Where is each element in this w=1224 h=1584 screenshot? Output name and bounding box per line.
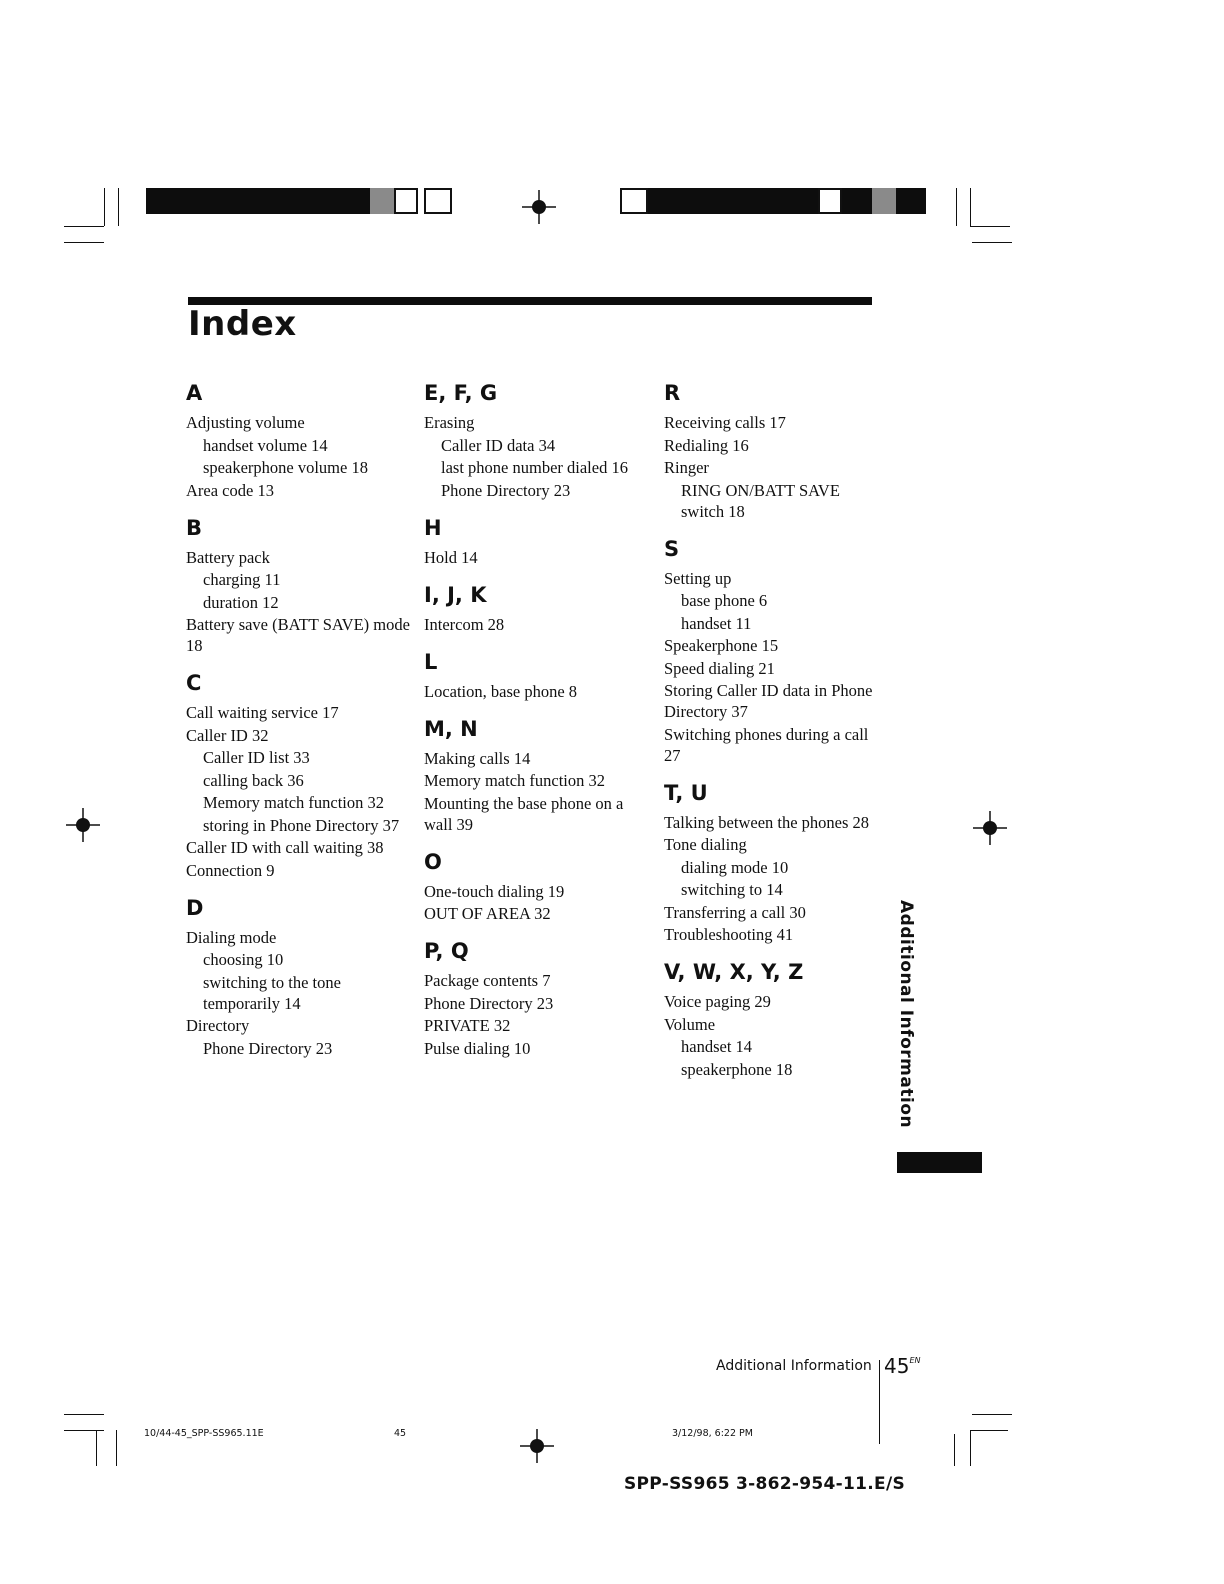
index-entry: Storing Caller ID data in Phone Directory 37 — [664, 681, 873, 721]
index-letter-heading: P, Q — [424, 939, 469, 963]
index-entry: Mounting the base phone on a wall 39 — [424, 793, 624, 834]
index-letter-heading: S — [664, 536, 680, 561]
index-entry: Erasing — [424, 413, 475, 432]
side-tab-block — [897, 1152, 982, 1173]
index-entry: Volume — [664, 1014, 716, 1034]
index-subentry: Phone Directory 23 — [203, 1038, 333, 1058]
registration-mark-icon — [522, 190, 556, 224]
index-entry: Memory match function 32 — [424, 771, 606, 790]
index-letter-heading: M, N — [424, 716, 478, 741]
index-entry: Call waiting service 17 — [186, 703, 339, 722]
index-entry: Hold 14 — [424, 547, 478, 567]
index-letter-heading: H — [424, 515, 442, 540]
index-entry: Transferring a call 30 — [664, 902, 806, 922]
index-entry: Ringer — [664, 458, 709, 477]
index-subentry: RING ON/BATT SAVE switch 18 — [681, 480, 840, 521]
index-entry: Package contents 7 — [424, 971, 551, 990]
index-entry: Voice paging 29 — [664, 992, 771, 1011]
index-section — [424, 582, 654, 635]
crop-mark — [956, 188, 957, 226]
color-bar-left — [146, 188, 370, 214]
index-subentry: last phone number dialed 16 — [441, 458, 628, 477]
index-subentry: storing in Phone Directory 37 — [203, 815, 400, 835]
registration-mark-icon — [66, 808, 100, 842]
crop-mark — [64, 1414, 104, 1415]
index-entry: One-touch dialing 19 — [424, 881, 565, 901]
index-subentry: Phone Directory 23 — [441, 480, 571, 500]
crop-mark — [64, 226, 104, 227]
color-patch — [424, 188, 452, 214]
index-section — [424, 515, 654, 568]
index-entry: Area code 13 — [186, 480, 274, 500]
color-bar-right-end — [842, 188, 872, 214]
color-patch — [620, 188, 648, 214]
index-letter-heading: B — [186, 515, 203, 540]
index-entry: Adjusting volume — [186, 413, 305, 432]
index-section — [424, 849, 654, 925]
index-subentry: switching to the tone temporarily 14 — [203, 972, 341, 1013]
crop-mark — [972, 1414, 1012, 1415]
crop-mark — [64, 242, 104, 243]
index-subentry: speakerphone volume 18 — [203, 458, 368, 477]
index-subentry: handset 11 — [681, 613, 752, 633]
index-entry: Connection 9 — [186, 860, 275, 880]
index-subentry: switching to 14 — [681, 880, 783, 899]
index-entry: Caller ID with call waiting 38 — [186, 838, 384, 857]
index-entry: OUT OF AREA 32 — [424, 904, 551, 923]
index-letter-heading: D — [186, 895, 204, 920]
registration-mark-icon — [973, 811, 1007, 845]
index-subentry: Caller ID list 33 — [203, 748, 310, 767]
slug-file: 10/44-45_SPP-SS965.11E — [144, 1428, 264, 1439]
index-section — [186, 515, 416, 657]
crop-mark — [64, 1430, 104, 1431]
page-number-suffix: EN — [909, 1356, 921, 1365]
page-title: Index — [188, 304, 297, 344]
side-tab-label: Additional Information — [896, 900, 916, 1129]
index-letter-heading: T, U — [664, 780, 708, 805]
slug-page: 45 — [394, 1428, 407, 1439]
crop-mark — [972, 242, 1012, 243]
index-entry: Dialing mode — [186, 927, 277, 947]
page-number — [884, 1354, 921, 1378]
index-entry: Receiving calls 17 — [664, 413, 786, 432]
color-bar-right-end — [896, 188, 926, 214]
crop-mark — [970, 1430, 1008, 1431]
index-letter-heading: C — [186, 671, 202, 695]
index-section — [424, 938, 654, 1059]
color-patch — [872, 188, 896, 214]
index-subentry: calling back 36 — [203, 770, 304, 790]
index-entry: Pulse dialing 10 — [424, 1038, 531, 1058]
index-entry: Switching phones during a call 27 — [664, 724, 869, 765]
index-letter-heading: V, W, X, Y, Z — [664, 960, 804, 984]
crop-mark — [970, 226, 1010, 227]
index-entry: Speakerphone 15 — [664, 636, 779, 655]
crop-mark — [970, 188, 971, 226]
footer-section-label: Additional Information — [716, 1358, 872, 1374]
index-entry: Intercom 28 — [424, 614, 505, 634]
index-entry: PRIVATE 32 — [424, 1016, 511, 1035]
color-patch — [394, 188, 418, 214]
index-subentry: Memory match function 32 — [203, 793, 385, 812]
crop-mark — [104, 188, 105, 226]
index-entry: Caller ID 32 — [186, 725, 269, 745]
index-letter-heading: L — [424, 649, 438, 674]
registration-mark-icon — [520, 1429, 554, 1463]
index-entry: Speed dialing 21 — [664, 658, 775, 678]
index-subentry: duration 12 — [203, 592, 279, 612]
index-section — [186, 895, 416, 1059]
crop-mark — [118, 188, 119, 226]
index-section — [186, 670, 416, 881]
index-entry: Tone dialing — [664, 835, 747, 854]
index-subentry: charging 11 — [203, 570, 281, 589]
index-subentry: base phone 6 — [681, 591, 768, 610]
crop-mark — [116, 1430, 117, 1466]
index-letter-heading: O — [424, 849, 442, 874]
index-section — [664, 959, 879, 1080]
index-section — [424, 380, 654, 501]
index-subentry: speakerphone 18 — [681, 1059, 793, 1079]
index-subentry: choosing 10 — [203, 950, 284, 969]
crop-mark — [954, 1434, 955, 1466]
index-section — [424, 716, 654, 835]
index-column-1 — [186, 376, 416, 1073]
index-subentry: dialing mode 10 — [681, 857, 789, 877]
index-section — [664, 380, 879, 522]
index-column-2 — [424, 376, 654, 1073]
index-section — [186, 380, 416, 501]
color-patch — [818, 188, 842, 214]
index-entry: Battery save (BATT SAVE) mode 18 — [186, 615, 410, 655]
index-entry: Phone Directory 23 — [424, 993, 554, 1013]
footer-divider — [879, 1360, 880, 1444]
index-section — [424, 649, 654, 702]
index-subentry: Caller ID data 34 — [441, 435, 556, 455]
index-entry: Troubleshooting 41 — [664, 925, 794, 944]
crop-mark — [96, 1430, 97, 1466]
index-section — [664, 780, 879, 946]
index-subentry: handset volume 14 — [203, 435, 328, 455]
index-entry: Battery pack — [186, 547, 270, 567]
index-section — [664, 536, 879, 766]
index-entry: Setting up — [664, 568, 732, 588]
index-entry: Location, base phone 8 — [424, 681, 578, 701]
page-number-value: 45 — [884, 1354, 910, 1378]
index-letter-heading: R — [664, 381, 681, 405]
color-bar-right — [648, 188, 818, 214]
crop-mark — [970, 1430, 971, 1466]
index-entry: Directory — [186, 1016, 250, 1035]
index-subentry: handset 14 — [681, 1037, 753, 1056]
index-letter-heading: I, J, K — [424, 582, 487, 607]
index-entry: Making calls 14 — [424, 748, 531, 768]
index-letter-heading: A — [186, 381, 203, 405]
product-code: SPP-SS965 3-862-954-11.E/S — [624, 1474, 905, 1494]
index-entry: Talking between the phones 28 — [664, 812, 870, 832]
index-letter-heading: E, F, G — [424, 381, 498, 405]
index-entry: Redialing 16 — [664, 435, 749, 455]
slug-date: 3/12/98, 6:22 PM — [672, 1428, 753, 1439]
index-column-3 — [664, 376, 879, 1094]
color-patch — [370, 188, 394, 214]
